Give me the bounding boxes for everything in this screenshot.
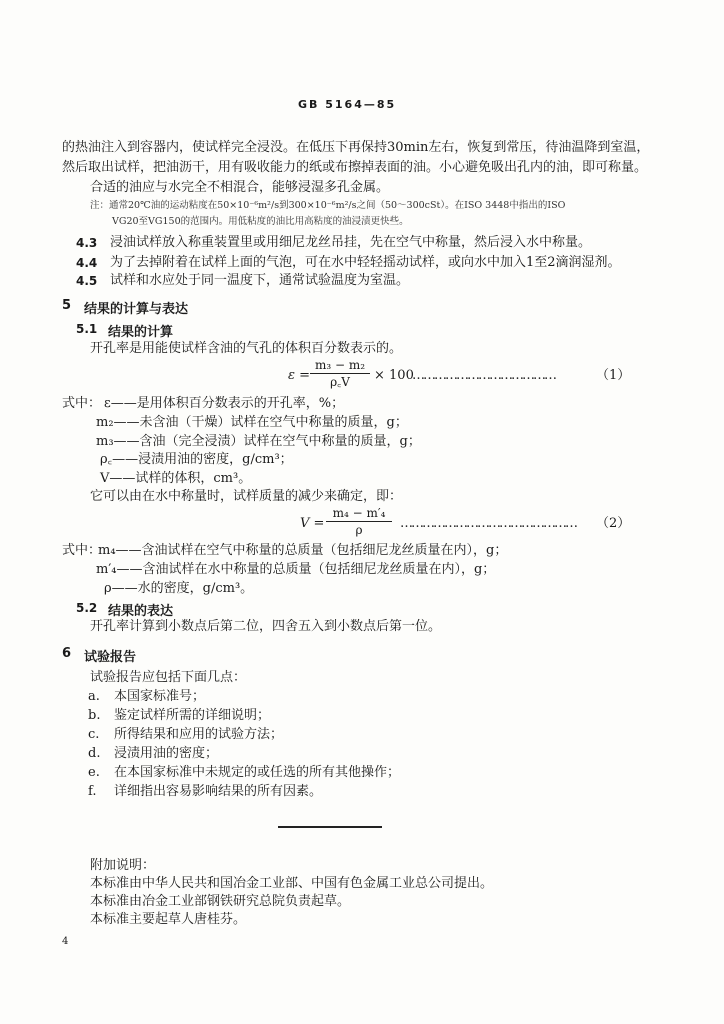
equation-lhs: ε = — [288, 368, 311, 383]
list-item-key: b. — [88, 708, 101, 723]
appendix-line: 本标准主要起草人唐桂芬。 — [90, 912, 247, 927]
variable-definition: m₂——未含油（干燥）试样在空气中称量的质量，g； — [96, 415, 408, 430]
section-number: 6 — [62, 646, 72, 661]
fraction-denominator: ρ꜀V — [330, 375, 350, 389]
clause-number: 4.3 — [76, 236, 98, 250]
section-title: 试验报告 — [84, 650, 137, 665]
variable-definition: m₄——含油试样在空气中称量的总质量（包括细尼龙丝质量在内），g； — [98, 543, 508, 558]
list-item-key: e. — [88, 765, 100, 780]
list-item-key: d. — [88, 746, 101, 761]
subsection-number: 5.1 — [76, 322, 98, 336]
clause-text: 浸油试样放入称重装置里或用细尼龙丝吊挂，先在空气中称量，然后浸入水中称量。 — [110, 235, 592, 250]
variable-definition: ρ——水的密度，g/cm³。 — [104, 581, 254, 596]
clause-number: 4.4 — [76, 256, 98, 270]
equation-number: （1） — [596, 368, 631, 383]
paragraph-line: 合适的油应与水完全不相混合，能够浸湿多孔金属。 — [90, 180, 390, 195]
fraction-numerator: m₃ − m₂ — [314, 358, 366, 372]
section-title: 结果的计算与表达 — [84, 302, 189, 317]
equation-fraction — [310, 358, 370, 389]
list-item-key: f. — [88, 784, 97, 799]
equation-leader-dots: ………………………………………… — [400, 516, 576, 531]
list-item-key: c. — [88, 727, 100, 742]
variable-definition: ρ꜀——浸渍用油的密度，g/cm³； — [100, 452, 293, 467]
appendix-line: 本标准由中华人民共和国冶金工业部、中国有色金属工业总公司提出。 — [90, 876, 494, 891]
list-item-text: 浸渍用油的密度； — [114, 746, 219, 761]
equation-leader-dots: ………………………………… — [412, 368, 555, 383]
paragraph-line: 开孔率是用能使试样含油的气孔的体积百分数表示的。 — [90, 341, 403, 356]
clause-text: 试样和水应处于同一温度下，通常试验温度为室温。 — [110, 273, 410, 288]
list-item-text: 鉴定试样所需的详细说明； — [114, 708, 271, 723]
list-item-text: 本国家标准号； — [114, 689, 206, 704]
variable-definition: ε——是用体积百分数表示的开孔率，%； — [104, 396, 345, 411]
fraction-numerator: m₄ − m′₄ — [332, 506, 386, 520]
list-item-text: 所得结果和应用的试验方法； — [114, 727, 284, 742]
variable-definition: m₃——含油（完全浸渍）试样在空气中称量的质量，g； — [96, 434, 421, 449]
page-number: 4 — [62, 936, 69, 947]
note-line: VG20至VG150的范围内。用低粘度的油比用高粘度的油浸渍更快些。 — [112, 216, 409, 227]
list-item-text: 在本国家标准中未规定的或任选的所有其他操作； — [114, 765, 401, 780]
where-lead: 式中： — [62, 543, 102, 558]
paragraph-line: 试验报告应包括下面几点： — [90, 670, 247, 685]
variable-definition: m′₄——含油试样在水中称量的总质量（包括细尼龙丝质量在内），g； — [96, 562, 496, 577]
subsection-title: 结果的表达 — [108, 604, 174, 619]
paragraph-line: 开孔率计算到小数点后第二位，四舍五入到小数点后第一位。 — [90, 619, 442, 634]
paragraph-line: 然后取出试样，把油沥干，用有吸收能力的纸或布擦掉表面的油。小心避免吸出孔内的油，即可称量。 — [62, 160, 648, 175]
equation-fraction — [326, 506, 392, 537]
fraction-bar — [310, 373, 370, 374]
appendix-line: 本标准由冶金工业部钢铁研究总院负责起草。 — [90, 894, 351, 909]
section-number: 5 — [62, 298, 72, 313]
equation-number: （2） — [596, 516, 631, 531]
subsection-number: 5.2 — [76, 601, 98, 615]
list-item-text: 详细指出容易影响结果的所有因素。 — [114, 784, 323, 799]
equation-lhs: V = — [300, 516, 325, 531]
clause-text: 为了去掉附着在试样上面的气泡，可在水中轻轻摇动试样，或向水中加入1至2滴润湿剂。 — [110, 255, 621, 270]
note-line: 注：通常20℃油的运动粘度在50×10⁻⁶m²/s到300×10⁻⁶m²/s之间（50～300cSt）。在ISO 3448中指出的ISO — [90, 200, 566, 211]
paragraph-line: 的热油注入到容器内，使试样完全浸没。在低压下再保持30min左右，恢复到常压，待油温降到室温， — [62, 140, 650, 155]
end-rule — [278, 826, 382, 828]
equation-tail: × 100 — [374, 368, 414, 383]
list-item-key: a. — [88, 689, 100, 704]
fraction-denominator: ρ — [355, 523, 363, 537]
document-header: GB 5164—85 — [298, 98, 397, 111]
where-lead: 式中： — [62, 396, 102, 411]
variable-definition: V——试样的体积，cm³。 — [100, 471, 252, 486]
clause-number: 4.5 — [76, 274, 98, 288]
appendix-title: 附加说明： — [90, 858, 156, 873]
paragraph-line: 它可以由在水中称量时，试样质量的减少来确定，即： — [90, 489, 403, 504]
subsection-title: 结果的计算 — [108, 325, 174, 340]
fraction-bar — [326, 521, 392, 522]
